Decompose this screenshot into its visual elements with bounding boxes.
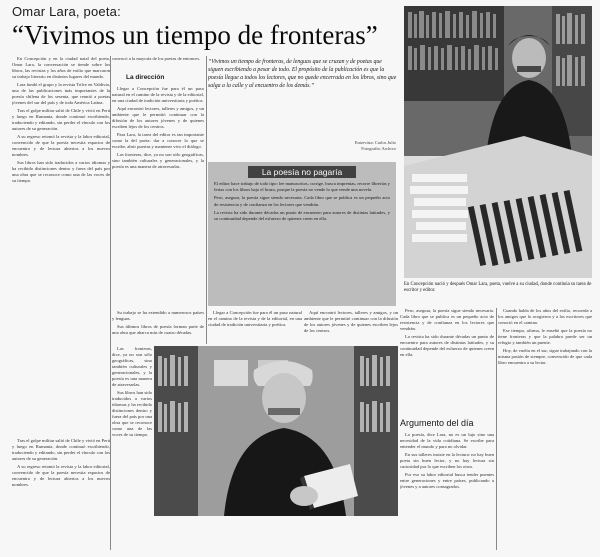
column-under-box	[208, 310, 302, 344]
paragraph: En sus talleres insiste en la lectura: no hay buen poeta sin buen lector, y no hay lectura sin curiosidad por lo que escriben los otros.	[400, 452, 494, 469]
paragraph: Llegar a Concepción fue para él un paso natural en el camino de la revista y de la editorial, en una ciudad de tradición universitaria y poética.	[112, 86, 204, 103]
column-lower-c	[400, 432, 494, 550]
column-rule	[496, 308, 497, 550]
paragraph: Cuando habla de los años del exilio, recuerda a los amigos que lo acogieron y a los escritores que conoció en el camino.	[498, 308, 592, 325]
byline-photo: Fotografía: Archivo	[361, 146, 396, 151]
paragraph: Las fronteras, dice, ya no son sólo geográficas, sino también culturales y generacionales, y la poesía es una manera de atravesarlas.	[112, 346, 152, 387]
paragraph: La revista ha sido durante décadas un punto de encuentro para autores de distintas latitudes, y su continuidad depende del esfuerzo de quienes creen en ella.	[214, 209, 390, 222]
byline-author: Entrevista: Carlos Julio	[354, 140, 396, 145]
column-lower-c-top	[400, 308, 494, 404]
column-lower-lead	[112, 310, 204, 344]
paragraph: Aquí encontró lectores, talleres y amigos, y un ambiente que le permitió continuar con la difusión de los autores jóvenes y de quienes escriben lejos de los centros.	[304, 310, 398, 333]
photo-caption-top: En Concepción nació y después Omar Lara, poeta, vuelve a su ciudad, donde continúa su tarea de escritor y editor.	[404, 282, 592, 294]
paragraph: Por eso su labor editorial busca tender puentes entre generaciones y entre países, publicando a jóvenes y a autores consagrados.	[400, 472, 494, 489]
photo-poet-bookstore	[404, 6, 592, 278]
column-1	[12, 56, 110, 434]
paragraph: Aquí encontró lectores, talleres y amigos, y un ambiente que le permitió continuar con la difusión de los autores jóvenes y de quienes escriben lejos de los centros.	[112, 106, 204, 129]
box-text	[208, 178, 396, 227]
subhead-direccion: La dirección	[126, 74, 165, 81]
paragraph: Llegar a Concepción fue para él un paso natural en el camino de la revista y de la editorial, en una ciudad de tradición universitaria y poética.	[208, 310, 302, 327]
column-rule	[206, 56, 207, 344]
paragraph: Pero, asegura, la poesía sigue siendo necesaria. Cada libro que se publica es un pequeño acto de resistencia y de confianza en los lectores que vendrán.	[400, 308, 494, 331]
photo-poet-reading	[154, 346, 398, 516]
paragraph: A su regreso retomó la revista y la labor editorial, convencido de que la poesía necesita espacios de encuentro y de lectura abiertos a los nuevos nombres.	[12, 464, 110, 487]
photo-image	[404, 6, 592, 278]
paragraph: La poesía, dice Lara, no es un lujo sino una necesidad de la vida cotidiana. Se escribe para entender el mundo y para no olvidar.	[400, 432, 494, 449]
sidebar-box	[208, 162, 396, 306]
subhead-argumento: Argumento del día	[400, 418, 474, 428]
paragraph: Pero, asegura, la poesía sigue siendo necesaria. Cada libro que se publica es un pequeño acto de resistencia y de confianza en los lectores que vendrán.	[214, 195, 390, 207]
column-under-box-2	[304, 310, 398, 344]
column-beside-photo	[112, 346, 152, 506]
box-title: La poesía no pagaría	[248, 166, 356, 178]
paragraph: Sus últimos libros de poesía forman parte de una obra que abarca más de cuatro décadas.	[112, 324, 204, 335]
paragraph: convocó a la mayoría de los poetas de entonces.	[112, 56, 201, 61]
paragraph: Su trabajo se ha extendido a numerosos países y lenguas.	[112, 310, 204, 321]
paragraph: Ese tiempo, afirma, le enseñó que la poesía no tiene fronteras y que la palabra puede ser un refugio y también un puente.	[498, 328, 592, 345]
paragraph: Lara fundó el grupo y la revista Trilce en Valdivia, una de las publicaciones más importantes de la poesía chilena de los sesenta, que reunió a poetas jóvenes del sur del país y de toda América Latina.	[12, 82, 110, 105]
column-2-lead	[112, 56, 204, 70]
paragraph: Sus libros han sido traducidos a varios idiomas y ha recibido distinciones dentro y fuera del país por una obra que se reconoce como una de las voces de su tiempo.	[12, 160, 110, 183]
paragraph: Sus libros han sido traducidos a varios idiomas y ha recibido distinciones dentro y fuera del país por una obra que se reconoce como una de las voces de su tiempo.	[112, 390, 152, 437]
paragraph: Tras el golpe militar salió de Chile y vivió en Perú y luego en Rumania, donde continuó escribiendo, traduciendo y editando, sin perder el vínculo con los autores de su generación.	[12, 438, 110, 461]
pull-quote: “Vivimos un tiempo de fronteras, de lenguas que se cruzan y de poetas que siguen escribiendo a pesar de todo. El propósito de la publicación es que la poesía llegue a todos los lectores, que no quede encerrada en los libros, sino que salga a la calle y al encuentro de los demás.”	[208, 59, 397, 89]
paragraph: Hoy, de vuelta en el sur, sigue trabajando con la misma pasión de siempre, convencido de que cada libro encuentra a su lector.	[498, 348, 592, 365]
paragraph: La revista ha sido durante décadas un punto de encuentro para autores de distintas latitudes, y su continuidad depende del esfuerzo de quienes creen en ella.	[400, 334, 494, 357]
paragraph: Tras el golpe militar salió de Chile y vivió en Perú y luego en Rumania, donde continuó escribiendo, traduciendo y editando, sin perder el vínculo con los autores de su generación.	[12, 108, 110, 131]
paragraph: Las fronteras, dice, ya no son sólo geográficas, sino también culturales y generacionales, y la poesía es una manera de atravesarlas.	[112, 152, 204, 169]
paragraph: Para Lara, la tarea del editor es tan importante como la del poeta: dar a conocer lo que se escribe, abrir puertas y mantener vivo el diálogo.	[112, 132, 204, 149]
column-rule	[110, 56, 111, 550]
column-lower-d	[498, 308, 592, 550]
column-1-lower	[12, 438, 110, 550]
headline: “Vivimos un tiempo de fronteras”	[12, 20, 378, 50]
photo-image	[154, 346, 398, 516]
paragraph: A su regreso retomó la revista y la labor editorial, convencido de que la poesía necesita espacios de encuentro y de lectura abiertos a los nuevos nombres.	[12, 134, 110, 157]
kicker: Omar Lara, poeta:	[12, 4, 121, 19]
paragraph: El editor hace trabajo de todo tipo: lee manuscritos, corrige, busca imprentas, recorre librerías y ferias con los libros bajo el brazo, porque la poesía no vende lo que vende una novela.	[214, 181, 390, 193]
column-2	[112, 86, 204, 308]
paragraph: En Concepción y en la ciudad natal del poeta, Omar Lara, la conversación se tiende sobre los libros, las revistas y los años de exilio que marcaron su trabajo literario en distintos lugares del mundo.	[12, 56, 110, 79]
